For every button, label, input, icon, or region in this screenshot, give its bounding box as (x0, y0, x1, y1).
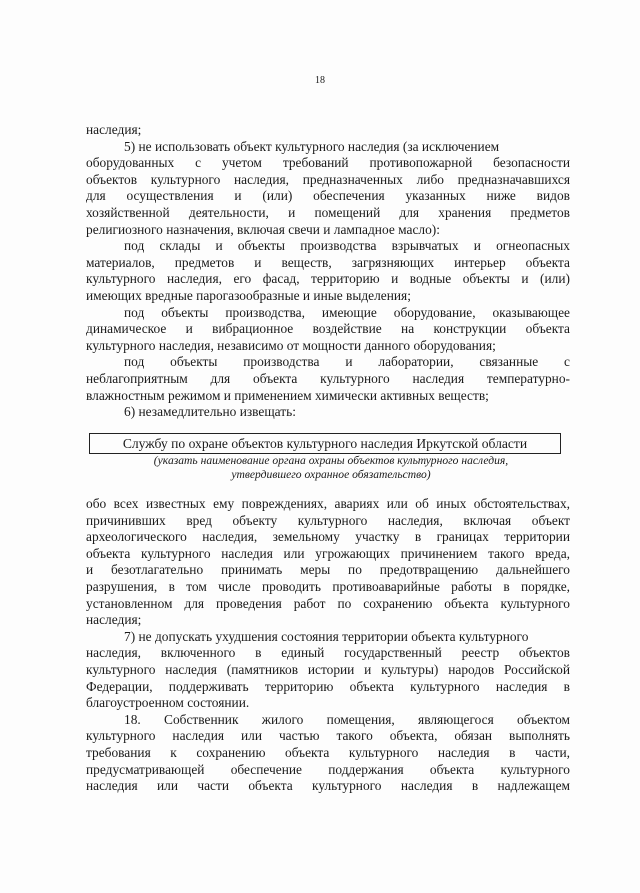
text-line: и безотлагательно принимать меры по предотвращению дальнейшего (86, 562, 570, 578)
text-line: под объекты производства и лаборатории, связанные с (124, 354, 570, 370)
authority-caption-line: утвердившего охранное обязательство) (231, 468, 431, 481)
text-line: установленном для проведения работ по сохранению объекта культурного (86, 595, 570, 611)
authority-caption-line: (указать наименование органа охраны объектов культурного наследия, (153, 454, 509, 467)
authority-name: Службу по охране объектов культурного наследия Иркутской области (122, 436, 528, 451)
text-line: 18. Собственник жилого помещения, являющегося объектом (124, 711, 570, 727)
page-number: 18 (315, 75, 325, 86)
text-line: требования к сохранению объекта культурного наследия в части, (86, 744, 570, 760)
text-line: культурного наследия или частью такого объекта, обязан выполнять (86, 728, 570, 744)
text-line: наследия; (86, 612, 142, 628)
text-line: объектов культурного наследия, предназначенных либо предназначавшихся (86, 171, 570, 187)
text-line: археологического наследия, земельному участку в границах территории (86, 529, 570, 545)
text-line: имеющих вредные парогазообразные и иные выделения; (86, 287, 411, 303)
text-line: разрушения, в том числе проводить противоаварийные работы в порядке, (86, 578, 570, 594)
text-line: обо всех известных ему повреждениях, авариях или об иных обстоятельствах, (86, 496, 570, 511)
text-line: оборудованных с учетом требований противопожарной безопасности (86, 155, 570, 171)
text-line: культурного наследия, независимо от мощности данного оборудования; (86, 337, 496, 353)
authority-caption (86, 454, 576, 482)
text-line: наследия или части объекта культурного наследия в надлежащем (86, 778, 570, 794)
text-line: культурного наследия, его фасад, территорию и водные объекты и (или) (86, 271, 570, 287)
text-block-top (86, 122, 570, 421)
text-line: под склады и объекты производства взрывчатых и огнеопасных (124, 238, 570, 254)
text-line: наследия; (86, 122, 142, 137)
text-line: динамическое и вибрационное воздействие на конструкции объекта (86, 321, 570, 337)
text-line: благоустроенном состоянии. (86, 695, 250, 711)
text-line: 6) незамедлительно извещать: (124, 404, 296, 420)
authority-name-box (89, 433, 561, 454)
text-line: Федерации, поддерживать территорию объекта культурного наследия в (86, 678, 570, 694)
text-line: неблагоприятным для объекта культурного наследия температурно- (86, 370, 570, 386)
text-line: объекта культурного наследия или угрожающих причинением такого вреда, (86, 545, 570, 561)
text-line: причинивших вред объекту культурного наследия, включая объект (86, 512, 570, 528)
text-line: предусматривающей обеспечение поддержания объекта культурного (86, 761, 570, 777)
text-line: религиозного назначения, включая свечи и лампадное масло): (86, 221, 440, 237)
text-line: 5) не использовать объект культурного наследия (за исключением (124, 138, 500, 154)
text-block-bottom (86, 496, 570, 795)
text-line: 7) не допускать ухудшения состояния территории объекта культурного (124, 628, 529, 644)
text-line: культурного наследия (памятников истории и культуры) народов Российской (86, 661, 570, 677)
text-line: материалов, предметов и веществ, загрязняющих интерьер объекта (86, 254, 570, 270)
text-line: хозяйственной деятельности, и помещений для хранения предметов (86, 204, 570, 220)
text-line: наследия, включенного в единый государственный реестр объектов (86, 645, 570, 661)
text-line: влажностным режимом и применением химически активных веществ; (86, 387, 489, 403)
text-line: под объекты производства, имеющие оборудование, оказывающее (124, 304, 570, 320)
text-line: для осуществления и (или) обеспечения указанных ниже видов (86, 188, 570, 204)
